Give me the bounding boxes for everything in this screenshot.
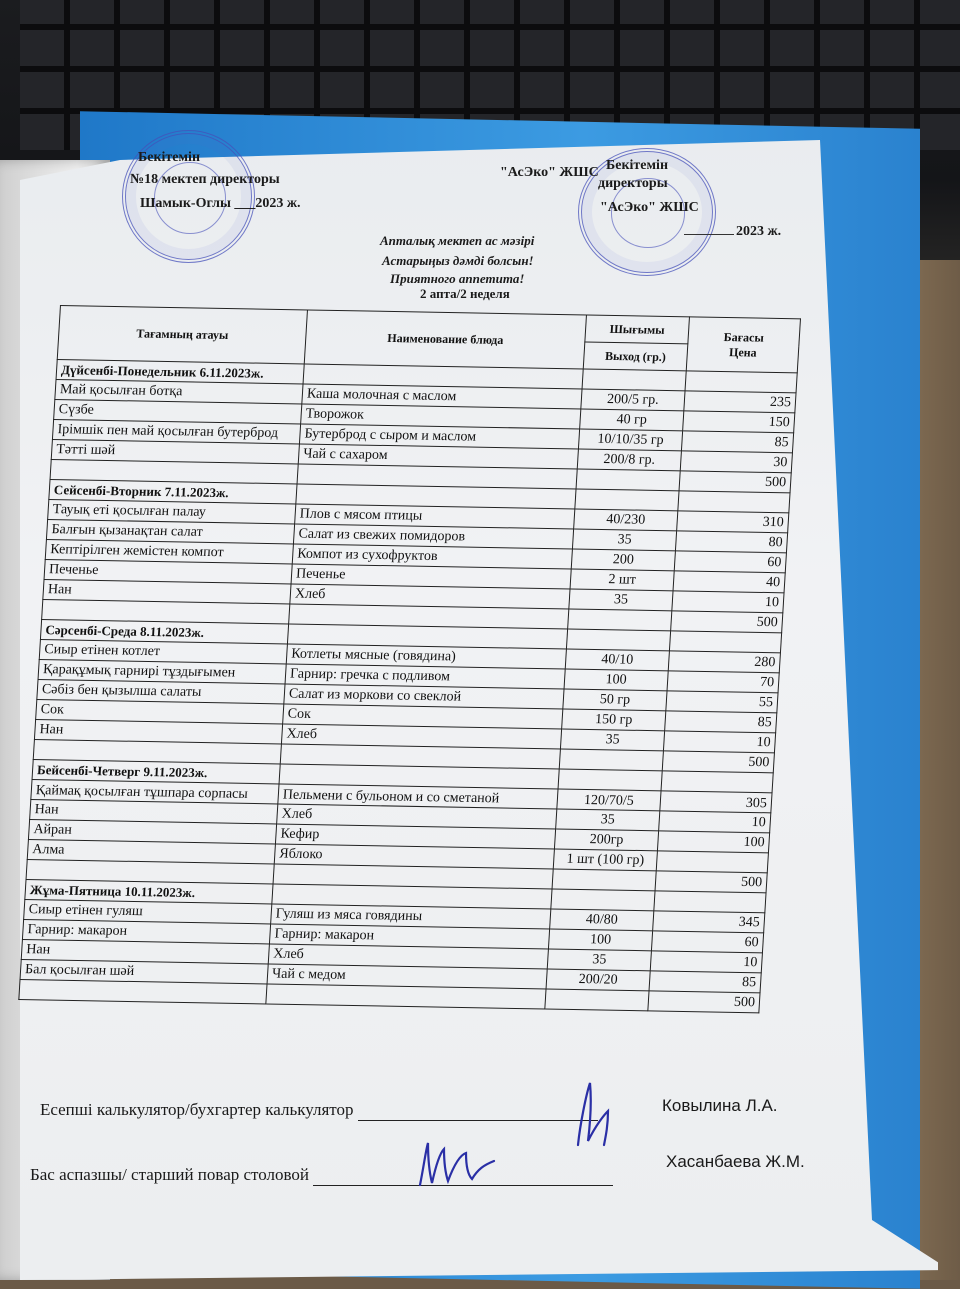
dish-name-kk: Май қосылған ботқа: [55, 380, 303, 404]
dish-name-kk: Кептірілген жемістен компот: [45, 540, 293, 564]
dish-name-kk: Нан: [43, 580, 291, 604]
dish-price: 305: [660, 791, 772, 813]
dish-name-ru: Гарнир: гречка с подливом: [285, 664, 565, 689]
dish-name-kk: Сиыр етінен котлет: [39, 640, 287, 664]
dish-name-kk: Ірімшік пен май қосылған бутерброд: [52, 420, 300, 444]
dish-name-kk: Печенье: [44, 560, 292, 584]
dish-name-kk: Гарнир: макарон: [22, 920, 270, 944]
dish-price: 345: [653, 911, 765, 933]
dish-name-kk: Нан: [34, 720, 282, 744]
accountant-name: Ковылина Л.А.: [662, 1096, 778, 1115]
empty-cell: [582, 369, 686, 391]
dish-name-kk: Тәтті шәй: [51, 440, 299, 464]
dish-price: 80: [675, 531, 787, 553]
dish-price: 85: [681, 431, 793, 453]
approval-right-date: [684, 224, 781, 240]
day-title: Сейсенбі-Вторник 7.11.2023ж.: [49, 480, 297, 504]
dish-price: 280: [668, 651, 780, 673]
dish-output: 200гр: [554, 829, 658, 851]
col-header-output-ru: Выход (гр.): [583, 342, 688, 371]
dish-output: 40/80: [550, 909, 654, 931]
cook-signature-scribble: [410, 1135, 500, 1195]
dish-price: 10: [650, 951, 762, 973]
cook-label: Бас аспазшы/ старший повар столовой: [30, 1165, 310, 1184]
menu-table: [18, 305, 801, 1013]
dish-price: 100: [657, 831, 769, 853]
col-header-price-kk: Бағасы: [723, 329, 765, 345]
day-total-price: 500: [655, 871, 767, 893]
dish-price: 60: [674, 551, 786, 573]
menu-title-kk: Апталық мектеп ас мәзірі: [380, 233, 535, 248]
empty-cell: [558, 769, 662, 791]
empty-cell: [654, 891, 766, 913]
day-total-price: 500: [679, 471, 791, 493]
day-total-price: 500: [648, 991, 760, 1013]
dish-name-ru: Хлеб: [268, 944, 548, 969]
dish-name-kk: Тауық еті қосылған палау: [48, 500, 296, 524]
dish-price: [656, 851, 768, 873]
col-header-ru: Наименование блюда: [304, 310, 586, 369]
dish-output: 35: [572, 529, 676, 551]
dish-name-kk: Айран: [28, 820, 276, 844]
dish-name-kk: Нан: [21, 940, 269, 964]
dish-name-ru: Гуляш из мяса говядины: [271, 904, 551, 929]
dish-output: 10/10/35 гр: [578, 429, 682, 451]
dish-output: 150 гр: [562, 709, 666, 731]
approval-left-line3: Шамык-Оглы ___2023 ж.: [140, 196, 301, 211]
dish-price: 10: [672, 591, 784, 613]
approval-right-line2: директоры: [598, 176, 668, 191]
empty-cell: [566, 629, 670, 651]
dish-price: 55: [666, 691, 778, 713]
menu-table-body: [19, 360, 797, 1013]
dish-output: 50 гр: [563, 689, 667, 711]
dish-output: 35: [556, 809, 660, 831]
dish-output: 200/8 гр.: [577, 449, 681, 471]
dish-name-kk: Балғын қызанақтан салат: [46, 520, 294, 544]
accountant-label: Есепші калькулятор/бухгартер калькулятор: [40, 1100, 354, 1119]
dish-name-ru: Сок: [283, 704, 563, 729]
approval-right-line1: Бекітемін: [606, 158, 669, 173]
dish-output: 40/230: [574, 509, 678, 531]
day-total-price: 500: [671, 611, 783, 633]
dish-output: 100: [548, 929, 652, 951]
dish-name-ru: Чай с медом: [267, 964, 547, 989]
day-title: Бейсенбі-Четверг 9.11.2023ж.: [32, 760, 280, 784]
dish-name-ru: Плов с мясом птицы: [295, 504, 575, 529]
empty-cell: [678, 491, 790, 513]
approval-left-line1: Бекітемін: [138, 150, 201, 165]
accountant-signature-scribble: [560, 1075, 620, 1155]
empty-cell: [568, 609, 672, 631]
dish-output: 35: [569, 589, 673, 611]
dish-name-ru: Бутерброд с сыром и маслом: [299, 424, 579, 449]
approval-right-date-text: 2023 ж.: [736, 224, 782, 239]
dish-name-ru: Хлеб: [281, 724, 561, 749]
dish-output: 120/70/5: [557, 789, 661, 811]
dish-price: 10: [659, 811, 771, 833]
dish-price: 235: [684, 391, 796, 413]
dish-name-ru: Компот из сухофруктов: [292, 544, 572, 569]
dish-name-ru: Хлеб: [277, 804, 557, 829]
dish-name-ru: Кефир: [275, 824, 555, 849]
dish-name-ru: Яблоко: [274, 844, 554, 869]
menu-greeting-ru: Приятного аппетита!: [390, 271, 525, 286]
dish-price: 40: [673, 571, 785, 593]
dish-output: 200/5 гр.: [581, 389, 685, 411]
dish-name-ru: Гарнир: макарон: [269, 924, 549, 949]
dish-name-kk: Сәбіз бен қызылша салаты: [37, 680, 285, 704]
day-total-price: 500: [662, 751, 774, 773]
col-header-price: [686, 317, 800, 373]
dish-name-ru: Творожок: [301, 404, 581, 429]
menu-greeting-kk: Астарыңыз дәмді болсын!: [382, 253, 534, 268]
dish-price: 70: [667, 671, 779, 693]
empty-cell: [661, 771, 773, 793]
approval-left-line2: №18 мектеп директоры: [130, 172, 280, 187]
dish-output: 35: [560, 729, 664, 751]
empty-cell: [559, 749, 663, 771]
dish-name-ru: Чай с сахаром: [298, 444, 578, 469]
dish-output: 2 шт: [570, 569, 674, 591]
col-header-price-ru: Цена: [728, 344, 758, 360]
dish-name-ru: Салат из моркови со свеклой: [284, 684, 564, 709]
dish-output: 100: [564, 669, 668, 691]
day-title: Дүйсенбі-Понедельник 6.11.2023ж.: [56, 360, 304, 384]
dish-name-ru: Хлеб: [290, 584, 570, 609]
cook-name: Хасанбаева Ж.М.: [666, 1152, 805, 1171]
cook-signature-line: [30, 1165, 613, 1186]
dish-name-kk: Сок: [36, 700, 284, 724]
dish-price: 85: [665, 711, 777, 733]
empty-cell: [551, 889, 655, 911]
empty-cell: [685, 371, 797, 393]
dish-price: 310: [677, 511, 789, 533]
dish-price: 60: [651, 931, 763, 953]
menu-week: 2 апта/2 неделя: [420, 286, 510, 301]
approval-right-line3: "АсЭко" ЖШС: [600, 200, 699, 215]
dish-name-ru: Пельмени с бульоном и со сметаной: [278, 784, 558, 809]
dish-price: 150: [683, 411, 795, 433]
dish-output: 200/20: [546, 969, 650, 991]
dish-price: 10: [663, 731, 775, 753]
accountant-signature-line: [40, 1100, 598, 1121]
table-header-row: [59, 306, 801, 346]
dish-name-kk: Алма: [27, 840, 275, 864]
company-name: "АсЭко" ЖШС: [500, 165, 599, 180]
dish-price: 30: [680, 451, 792, 473]
dish-name-kk: Сиыр етінен гуляш: [24, 900, 272, 924]
day-title: Жұма-Пятница 10.11.2023ж.: [25, 880, 273, 904]
dish-name-kk: Қаймақ қосылған тұшпара сорпасы: [31, 780, 279, 804]
col-header-kk: Тағамның атауы: [57, 306, 307, 364]
dish-price: 85: [649, 971, 761, 993]
dish-output: 40/10: [565, 649, 669, 671]
dish-name-ru: Салат из свежих помидоров: [293, 524, 573, 549]
dish-name-ru: Котлеты мясные (говядина): [286, 644, 566, 669]
dish-output: 40 гр: [580, 409, 684, 431]
dish-name-ru: Печенье: [291, 564, 571, 589]
dish-name-kk: Сүзбе: [54, 400, 302, 424]
dish-output: 200: [571, 549, 675, 571]
dish-name-ru: Каша молочная с маслом: [302, 384, 582, 409]
dish-output: 1 шт (100 гр): [553, 849, 657, 871]
empty-cell: [669, 631, 781, 653]
col-header-output-kk: Шығымы: [585, 315, 690, 344]
dish-name-kk: Нан: [30, 800, 278, 824]
day-title: Сәрсенбі-Среда 8.11.2023ж.: [40, 620, 288, 644]
empty-cell: [19, 980, 267, 1004]
empty-cell: [545, 989, 649, 1011]
dish-name-kk: Қарақұмық гарнирі тұздығымен: [38, 660, 286, 684]
empty-cell: [552, 869, 656, 891]
empty-cell: [266, 984, 546, 1009]
dish-name-kk: Бал қосылған шәй: [20, 960, 268, 984]
empty-cell: [575, 489, 679, 511]
empty-cell: [576, 469, 680, 491]
dish-output: 35: [547, 949, 651, 971]
